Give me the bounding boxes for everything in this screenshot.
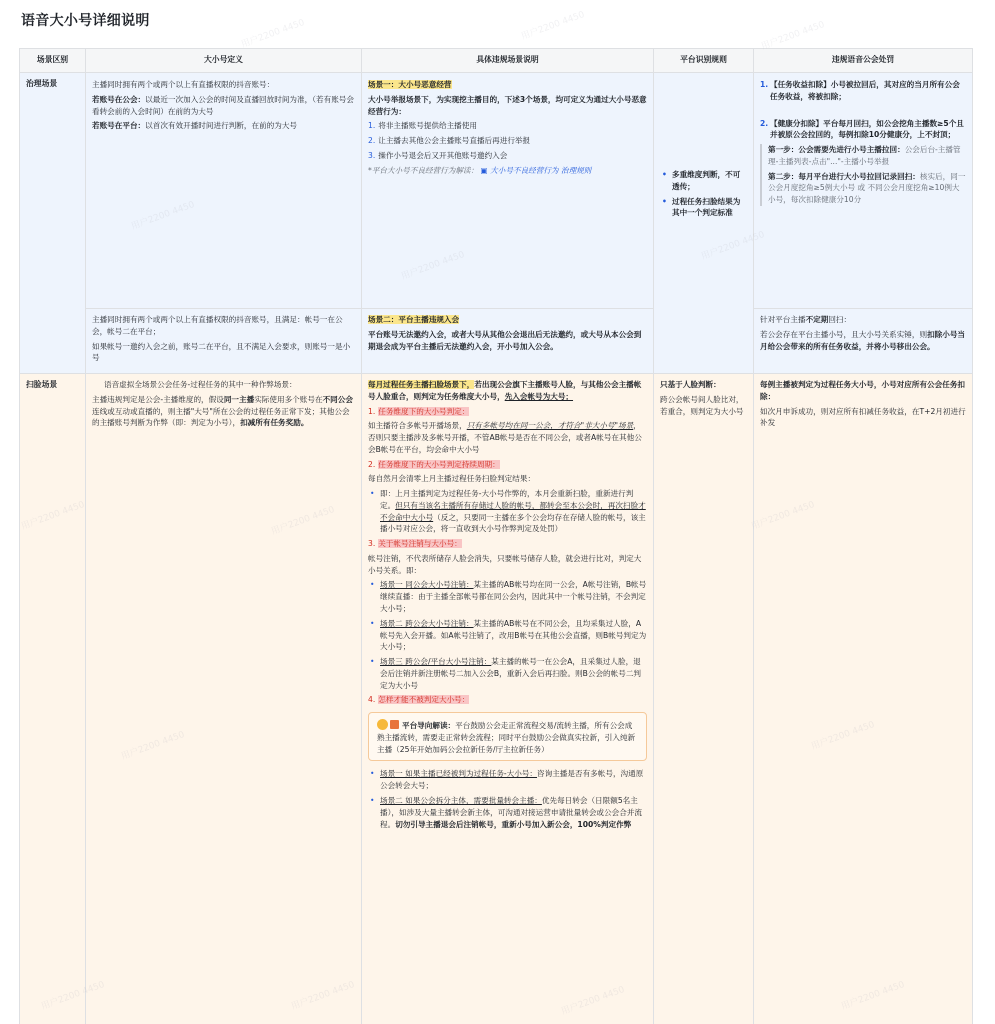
header-identify: 平台识别规则	[654, 49, 754, 73]
guidance-callout: 平台导向解读：平台鼓励公会走正常流程交易/流转主播，所有公会成熟主播流转，需要走正常转会流程；同时平台鼓励公会做真实拉新，引入纯新主播（25年开始加码公会拉新任务/厅主拉新任务）	[368, 712, 647, 761]
scan-h2-item: • 即：上月主播判定为过程任务-大小号作弊的，本月会重新扫脸，重新进行判定。但只有当该名主播所有存储过人脸的帐号，都转会至本公会时，再次扫脸才不会命中大小号（反之，只要同一主播在多个公会均存在存储人脸的帐号，该主播小号对应公会，将一直收到大小号作弊判定及处罚）	[368, 488, 647, 535]
scan-def-p1: 语音虚拟全场景公会任务-过程任务的其中一种作弊场景：	[104, 380, 297, 389]
scene1-item: 1. 将非主播账号提供给主播使用	[368, 121, 477, 131]
table-header-row	[20, 49, 973, 73]
watermark: 用户2200 4450	[519, 9, 587, 43]
scene1-note: *平台大小号不良经营行为解读： ▣ 大小号不良经营行为 治理规则	[368, 165, 592, 175]
scan-identify-cell	[654, 374, 754, 1024]
scan-h1: 任务维度下的大小号判定：	[378, 406, 470, 416]
gov-def-intro: 主播同时拥有两个或两个以上有直播权限的抖音账号：	[92, 80, 275, 89]
header-penalty: 违规语音公会处罚	[754, 49, 973, 73]
gov-def-p2: 若账号在平台：以首次有效开播时间进行判断，在前的为大号	[92, 121, 298, 131]
scan-def-p2: 主播违规判定是公会-主播维度的，假设同一主播实际使用多个账号在不同公会连线或互动或直播的，则主播"大号"所在公会的过程任务正常下发；其他公会的主播账号判断为作弊（即：判定为小号），扣减所有任务奖励。	[92, 394, 353, 428]
scene1-lead: 大小号举报场景下，为实现挖主播目的，下述3个场景，均可定义为通过大小号恶意经营行为：	[368, 94, 647, 116]
scan-h3-item: • 场景一 同公会大小号注销：某主播的AB帐号均在同一公会，A帐号注销，B帐号继续直播：由于主播全部帐号都在同公会内，因此其中一个帐号注销，不会判定大小号；	[368, 579, 647, 614]
penalty2-line1: 针对平台主播不定期回扫：	[760, 315, 852, 324]
header-definition: 大小号定义	[86, 49, 362, 73]
smile-icon	[377, 719, 388, 730]
scan-identify-title: 只基于人脸判断：	[660, 380, 721, 389]
scan-h3: 关于帐号注销与大小号：	[378, 539, 462, 549]
identify-item: • 过程任务扫脸结果为其中一个判定标准	[660, 196, 747, 220]
identify-item: • 多重维度判断，不可透传；	[660, 169, 747, 193]
scene1-tag: 场景一：大小号恶意经营	[368, 80, 452, 89]
scan-h2-text: 每自然月会清零上月主播过程任务扫脸判定结果：	[368, 474, 536, 484]
scan-lead: 每月过程任务主播扫脸场景下，若出现公会旗下主播账号人脸，与其他公会主播帐号人脸重合，则判定为任务维度大小号，先入会帐号为大号；	[368, 380, 642, 401]
header-violation: 具体违规场景说明	[362, 49, 654, 73]
page-title: 语音大小号详细说明	[21, 13, 150, 29]
scene2-text: 平台账号无法邀约入会，或者大号从其他公会退出后无法邀约，或大号从本公会到期退会成为平台主播后无法邀约入会，开小号加入公会。	[368, 329, 642, 351]
scan-identify-text: 跨公会帐号间人脸比对，若重合，则判定为大小号	[660, 394, 744, 416]
doc-link-icon: ▣	[480, 165, 488, 175]
scene2-tag: 场景二：平台主播违规入会	[368, 315, 460, 324]
scan-definition-cell	[86, 374, 362, 1024]
scan-h3-text: 帐号注销，不代表所储存人脸会消失，只要帐号储存人脸，就会进行比对，判定大小号关系。即：	[368, 553, 642, 575]
watermark: 用户2200 4450	[759, 19, 827, 53]
scan-h4: 怎样才能不被判定大小号：	[378, 695, 470, 705]
table-row	[20, 374, 973, 1024]
scan-h4-item: • 场景一 如果主播已经被判为过程任务-大小号：咨询主播是否有多帐号，沟通原公会转会大号；	[368, 768, 647, 792]
table-row	[20, 73, 973, 374]
scan-penalty-cell	[754, 374, 973, 1024]
rule-doc-link[interactable]: 大小号不良经营行为 治理规则	[490, 165, 592, 175]
header-scene: 场景区别	[20, 49, 86, 73]
scene1-item: 2. 让主播去其他公会主播账号直播后再进行举报	[368, 136, 531, 146]
watermark: 用户2200 4450	[239, 17, 307, 51]
penalty-quote: 第一步：公会需要先进行小号主播拉回：公会后台-主播管理-主播列表-点击"..."-主播小号举报 第二步：每月平台进行大小号拉回记录回扫：核实后，同一公会月度挖角≥5例大小号 或 不同公会月度挖角≥10例大小号，每次扣除健康分10分	[760, 144, 966, 206]
scene1-item: 3. 操作小号退会后又开其他账号邀约入会	[368, 150, 508, 160]
gov-penalty-cell	[754, 73, 973, 374]
penalty-item-1: 1. 【任务收益扣除】小号被拉回后，其对应的当月所有公会任务收益，将被扣除；	[760, 80, 960, 101]
scan-h1-text: 如主播符合多帐号开播场景，只有多帐号均在同一公会，才符合"非大小号"场景，否则只要主播涉及多帐号开播，不管AB帐号是否在不同公会，或者A帐号在其他公会B帐号在平台，均会命中大小号	[368, 421, 642, 454]
penalty2-line2: 若公会存在平台主播小号，且大小号关系实锤，则扣除小号当月给公会带来的所有任务收益，并将小号移出公会。	[760, 329, 966, 351]
scan-violation-cell: 每月过程任务主播扫脸场景下，若出现公会旗下主播账号人脸，与其他公会主播帐号人脸重合，则判定为任务维度大小号，先入会帐号为大号； 1. 任务维度下的大小号判定： 如主播符合多帐号开播场景，只有多帐号均在同一公会，才符合"非大小号"场景，否则只要主播涉及多帐号开播，不管AB帐号是否在不同公会，或者A帐号在其他公会B帐号在平台，均会命中大小号 2. 任务维度下的大小号判定持续周期： 每自然月会清零上月主播过程任务扫脸判定结果： • 即：上月主播判定为过程任务-大小号作弊的，本月会重新扫脸，重新进行判定。但只有当该名主播所有存储过人脸的帐号，都转会至本公会时，再次扫脸才不会命中大小号（反之，只要同一主播在多个公会均存在存储人脸的帐号，该主播小号对应公会，将一直收到大小号作弊判定及处罚） 3. 关于帐号注销与大小号： 帐号注销，不代表所储存人脸会消失，只要帐号储存人脸，就会进行比对，判定大小号关系。即： • 场景一 同公会大小号注销：某主播的AB帐号均在同一公会，A帐号注销，B帐号继续直播：由于主播全部帐号都在同公会内，因此其中一个帐号注销，不会判定大小号； • 场景二 跨公会大小号注销：某主播的AB帐号在不同公会，且均采集过人脸，A帐号先入会开播。如A帐号注销了，改用B帐号在其他公会直播，则B帐号判定为大小号； • 场景三 跨公会/平台大小号注销：某主播的帐号一在公会A，且采集过人脸，退会后注销并新注册帐号二加入公会B，重新入会后再扫脸。则B公会的帐号二判定为大小号 4. 怎样才能不被判定大小号： 平台导向解读：平台鼓励公会走正常流程交易/流转主播，所有公会成熟主播流转，需要走正常转会流程；同时平台鼓励公会做真实拉新，引入纯新主播（25年开始加码公会拉新任务/厅主拉新任务） • 场景一 如果主播已经被判为过程任务-大小号：咨询主播是否有多帐号，沟通原公会转会大号； • 场景二 如果公会拆分主体，需要批量转会主播：优先每日转会（日限额5名主播），如涉及大量主播转会新主体，可沟通对接运营申请批量转会或公会合并流程。切勿引导主播退会后注销帐号，重新小号加入新公会，100%判定作弊	[362, 374, 654, 1024]
gov-def-p1: 若账号在公会：以最近一次加入公会的时间及直播回放时间为准，（若有账号会看转会前的入会时间）在前的为大号	[92, 94, 354, 116]
gov-identify-cell	[654, 73, 754, 374]
gov-violation-cell	[362, 73, 654, 374]
scene-cell-scan: 扫脸场景	[20, 374, 86, 1024]
scan-penalty-text: 如次月申诉成功，则对应所有扣减任务收益，在T+2月初进行补发	[760, 406, 966, 428]
scan-penalty-title: 每例主播被判定为过程任务大小号，小号对应所有公会任务扣除：	[760, 380, 966, 401]
scan-h3-item: • 场景三 跨公会/平台大小号注销：某主播的帐号一在公会A，且采集过人脸，退会后注销并新注册帐号二加入公会B，重新入会后再扫脸。则B公会的帐号二判定为大小号	[368, 656, 647, 691]
flag-icon	[390, 720, 399, 729]
scan-h2: 任务维度下的大小号判定持续周期：	[378, 459, 500, 469]
scan-h4-item: • 场景二 如果公会拆分主体，需要批量转会主播：优先每日转会（日限额5名主播），如涉及大量主播转会新主体，可沟通对接运营申请批量转会或公会合并流程。切勿引导主播退会后注销帐号，重新小号加入新公会，100%判定作弊	[368, 795, 647, 830]
scan-h3-item: • 场景二 跨公会大小号注销：某主播的AB帐号在不同公会，且均采集过人脸，A帐号先入会开播。如A帐号注销了，改用B帐号在其他公会直播，则B帐号判定为大小号；	[368, 618, 647, 653]
scene-cell-gov: 治理场景	[20, 73, 86, 374]
rules-table	[19, 48, 973, 1024]
gov-def2-p: 如果帐号一邀约入会之前，账号二在平台，且不满足入会要求，则账号一是小号	[92, 341, 351, 363]
penalty-item-2: 2. 【健康分扣除】平台每月回扫，如公会挖角主播数≥5个且并被原公会拉回的，每例扣除10分健康分，上不封顶；	[760, 118, 964, 140]
gov-definition-cell	[86, 73, 362, 374]
gov-def2-intro: 主播同时拥有两个或两个以上有直播权限的抖音账号，且满足：帐号一在公会，帐号二在平台；	[92, 315, 343, 336]
